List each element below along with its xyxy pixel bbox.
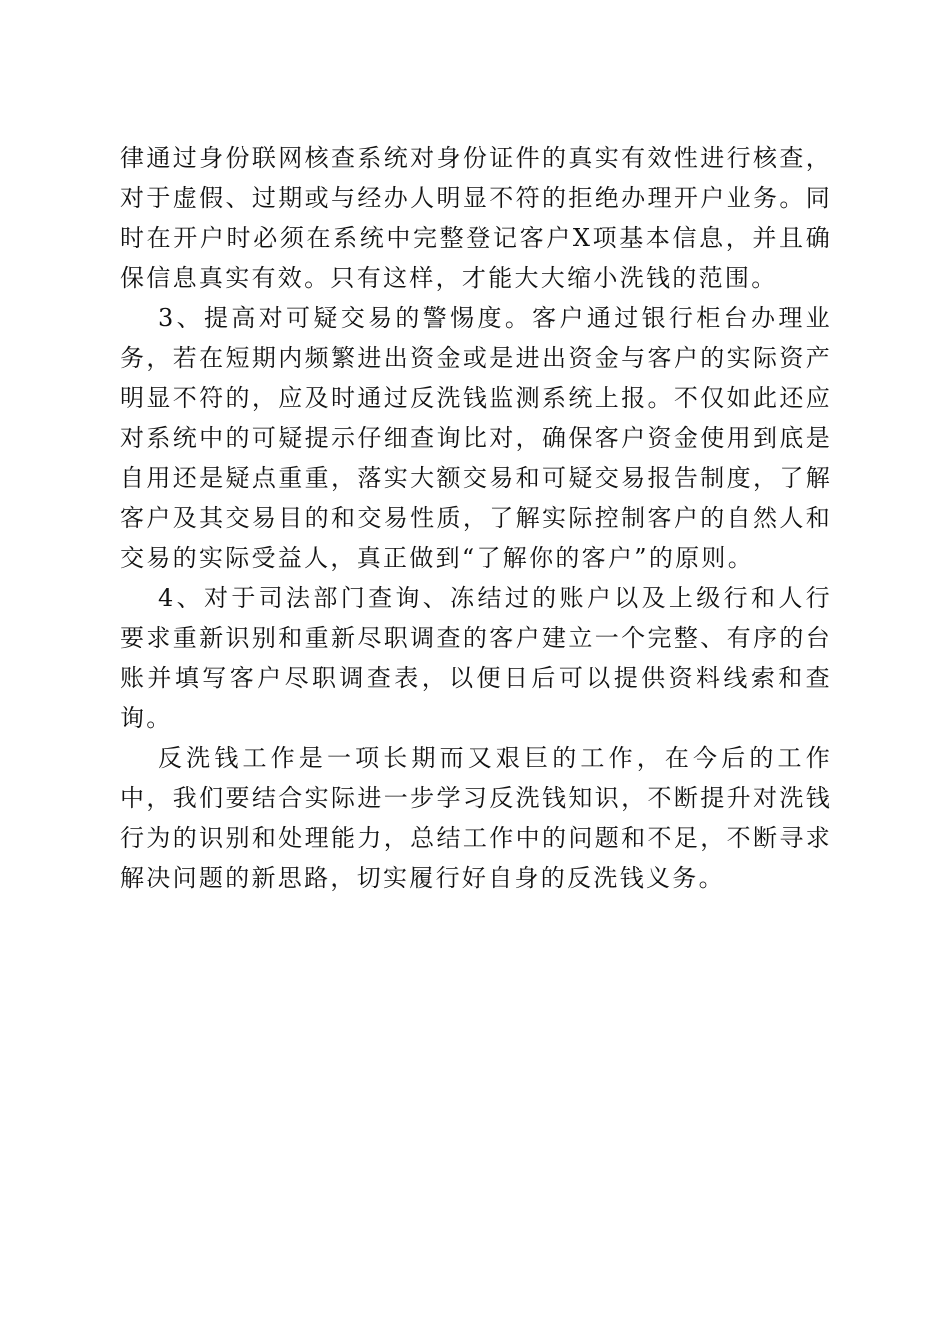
paragraph-item-4: 4、对于司法部门查询、冻结过的账户以及上级行和人行要求重新识别和重新尽职调查的客户建立一个完整、有序的台账并填写客户尽职调查表，以便日后可以提供资料线索和查询。: [120, 584, 832, 732]
paragraph-continuation: 律通过身份联网核查系统对身份证件的真实有效性进行核查，对于虚假、过期或与经办人明显不符的拒绝办理开户业务。同时在开户时必须在系统中完整登记客户X项基本信息，并且确保信息真实有效。只有这样，才能大大缩小洗钱的范围。: [120, 144, 832, 292]
paragraph-item-3: 3、提高对可疑交易的警惕度。客户通过银行柜台办理业务，若在短期内频繁进出资金或是进出资金与客户的实际资产明显不符的，应及时通过反洗钱监测系统上报。不仅如此还应对系统中的可疑提示仔细查询比对，确保客户资金使用到底是自用还是疑点重重，落实大额交易和可疑交易报告制度，了解客户及其交易目的和交易性质，了解实际控制客户的自然人和交易的实际受益人，真正做到“了解你的客户”的原则。: [120, 304, 832, 572]
paragraph-conclusion: 反洗钱工作是一项长期而又艰巨的工作，在今后的工作中，我们要结合实际进一步学习反洗钱知识，不断提升对洗钱行为的识别和处理能力，总结工作中的问题和不足，不断寻求解决问题的新思路，切实履行好自身的反洗钱义务。: [120, 744, 832, 892]
document-body: [120, 138, 832, 898]
